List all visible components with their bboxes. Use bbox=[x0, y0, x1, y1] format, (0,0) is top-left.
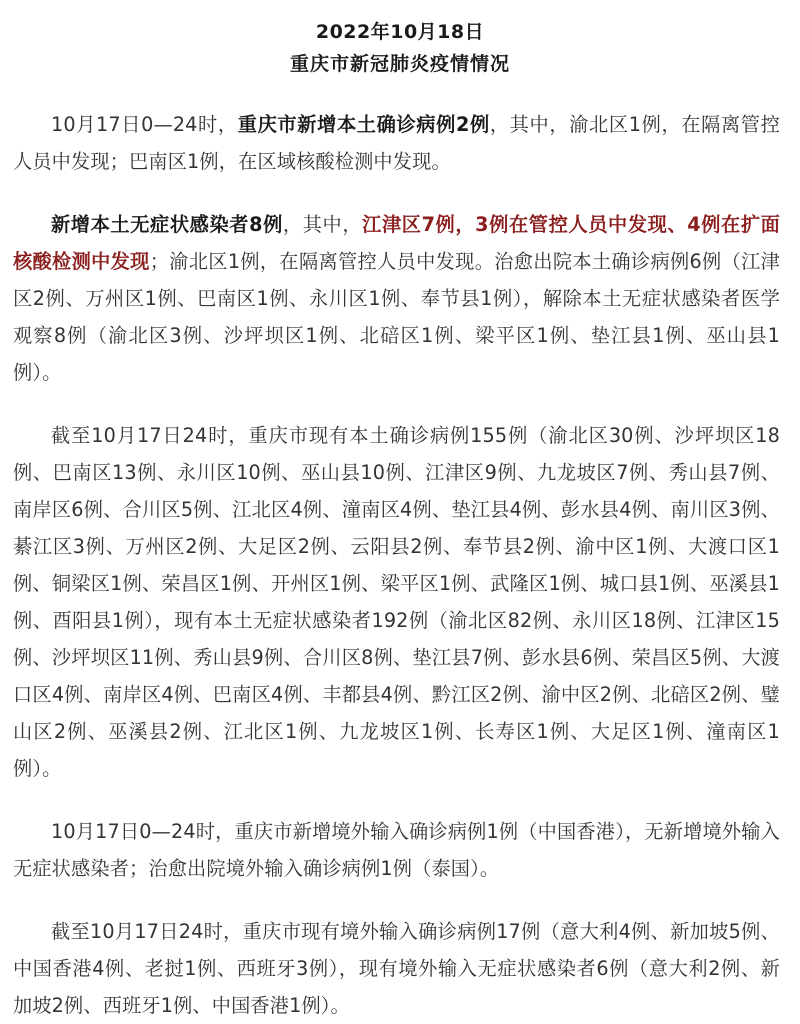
paragraph-gap bbox=[13, 787, 780, 813]
bold-highlight: 新增本土无症状感染者8例 bbox=[51, 213, 283, 236]
paragraph-gap bbox=[13, 887, 780, 913]
text-span: 10月17日0—24时， bbox=[51, 113, 238, 136]
bold-highlight: 重庆市新增本土确诊病例2例 bbox=[237, 113, 490, 136]
paragraph-gap bbox=[13, 180, 780, 206]
paragraph-gap bbox=[13, 391, 780, 417]
red-highlight: 江津区7例，3例在管控人员中发现、4例在扩面核酸检测中发现 bbox=[13, 213, 780, 273]
paragraph-new-imported: 10月17日0—24时，重庆市新增境外输入确诊病例1例（中国香港），无新增境外输入无症状感染者；治愈出院境外输入确诊病例1例（泰国）。 bbox=[13, 820, 780, 880]
paragraph-new-local-asymptomatic bbox=[13, 206, 780, 391]
paragraph-new-local-confirmed bbox=[13, 106, 780, 180]
article-date: 2022年10月18日 bbox=[315, 21, 485, 43]
paragraph-existing-imported: 截至10月17日24时，重庆市现有境外输入确诊病例17例（意大利4例、新加坡5例、中国香港4例、老挝1例、西班牙3例），现有境外输入无症状感染者6例（意大利2例、新加坡2例、西班牙1例、中国香港1例）。 bbox=[13, 920, 780, 1017]
article-header bbox=[0, 0, 800, 80]
article-body bbox=[0, 106, 800, 1024]
text-span: ；渝北区1例，在隔离管控人员中发现。治愈出院本土确诊病例6例（江津区2例、万州区1例、巴南区1例、永川区1例、奉节县1例），解除本土无症状感染者医学观察8例（渝北区3例、沙坪坝区1例、北碚区1例、梁平区1例、垫江县1例、巫山县1例）。 bbox=[13, 250, 780, 384]
paragraph-existing-local-cases: 截至10月17日24时，重庆市现有本土确诊病例155例（渝北区30例、沙坪坝区18例、巴南区13例、永川区10例、巫山县10例、江津区9例、九龙坡区7例、秀山县7例、南岸区6例、合川区5例、江北区4例、潼南区4例、垫江县4例、彭水县4例、南川区3例、綦江区3例、万州区2例、大足区2例、云阳县2例、奉节县2例、渝中区1例、大渡口区1例、铜梁区1例、荣昌区1例、开州区1例、梁平区1例、武隆区1例、城口县1例、巫溪县1例、酉阳县1例），现有本土无症状感染者192例（渝北区82例、永川区18例、江津区15例、沙坪坝区11例、秀山县9例、合川区8例、垫江县7例、彭水县6例、荣昌区5例、大渡口区4例、南岸区4例、巴南区4例、丰都县4例、黔江区2例、渝中区2例、北碚区2例、璧山区2例、巫溪县2例、江北区1例、九龙坡区1例、长寿区1例、大足区1例、潼南区1例）。 bbox=[13, 424, 780, 780]
text-span: ，其中，渝北区1例，在隔离管控人员中发现；巴南区1例，在区域核酸检测中发现。 bbox=[13, 113, 780, 173]
text-span: ，其中， bbox=[282, 213, 363, 236]
article-title: 重庆市新冠肺炎疫情情况 bbox=[289, 53, 510, 75]
